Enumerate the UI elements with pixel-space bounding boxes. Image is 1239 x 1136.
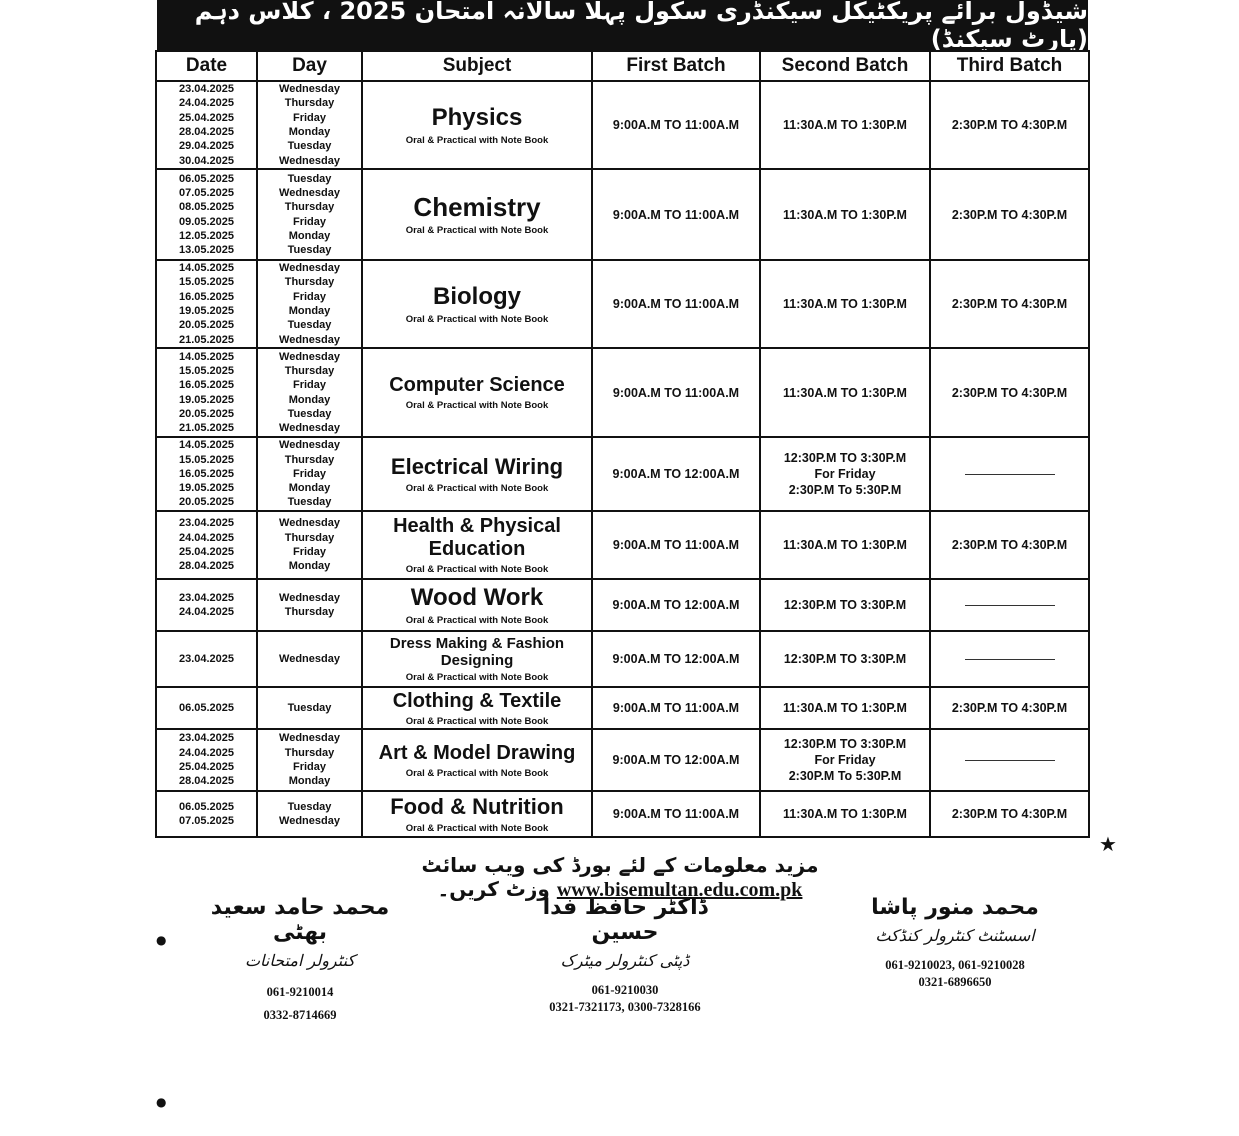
- second-batch-cell-line: 11:30A.M TO 1:30P.M: [783, 385, 907, 400]
- date-cell: [156, 437, 257, 511]
- subject-name: Chemistry: [413, 191, 541, 222]
- subject-cell: [362, 348, 592, 437]
- subject-name: Biology: [433, 283, 521, 311]
- date-cell-line: 20.05.2025: [178, 319, 235, 332]
- day-cell-line: Friday: [292, 290, 326, 303]
- day-cell-line: Thursday: [284, 201, 335, 214]
- subject-note: Oral & Practical with Note Book: [405, 672, 549, 684]
- date-cell: [156, 791, 257, 837]
- schedule-title: شیڈول برائے پریکٹیکل سیکنڈری سکول پہلا سالانہ امتحان 2025 ، کلاس دہم (پارٹ سیکنڈ): [194, 0, 1088, 53]
- date-cell-line: 13.05.2025: [178, 244, 235, 257]
- website-prefix: مزید معلومات کے لئے بورڈ کی ویب سائٹ: [421, 853, 819, 877]
- no-batch-dash: [965, 760, 1055, 761]
- second-batch-cell-line: 11:30A.M TO 1:30P.M: [783, 207, 907, 222]
- first-batch-cell: [592, 169, 760, 260]
- signatory-phone: 061-9210014: [266, 985, 334, 999]
- signatory-title: کنٹرولر امتحانات: [244, 951, 356, 970]
- second-batch-cell: [760, 729, 930, 791]
- third-batch-cell: [930, 511, 1089, 579]
- day-cell-line: Tuesday: [287, 172, 332, 185]
- third-batch-cell-line: 2:30P.M TO 4:30P.M: [951, 118, 1068, 132]
- first-batch-cell-line: 9:00A.M TO 12:00A.M: [612, 652, 740, 666]
- subject-cell: [362, 791, 592, 837]
- subject-name: Dress Making & Fashion Designing: [389, 634, 565, 669]
- signatory-deputy-controller: [515, 895, 735, 1016]
- day-cell-line: Thursday: [284, 97, 335, 110]
- date-cell-line: 12.05.2025: [178, 229, 235, 242]
- day-cell-line: Tuesday: [287, 140, 332, 153]
- date-cell-line: 21.05.2025: [178, 333, 235, 346]
- third-batch-cell: [930, 687, 1089, 729]
- date-cell-line: 19.05.2025: [178, 393, 235, 406]
- second-batch-cell-line: 2:30P.M To 5:30P.M: [788, 769, 902, 783]
- day-cell: [257, 687, 362, 729]
- day-cell-line: Friday: [292, 111, 326, 124]
- first-batch-cell-line: 9:00A.M TO 11:00A.M: [612, 207, 740, 222]
- third-batch-cell-line: 2:30P.M TO 4:30P.M: [951, 701, 1068, 715]
- date-cell-line: 24.04.2025: [178, 531, 235, 544]
- second-batch-cell-line: 11:30A.M TO 1:30P.M: [783, 297, 907, 311]
- day-cell-line: Monday: [288, 229, 331, 242]
- first-batch-cell: [592, 791, 760, 837]
- signatory-phone: 061-9210030: [591, 983, 659, 997]
- day-cell-line: Friday: [292, 379, 326, 392]
- signatory-phone: 061-9210023, 061-9210028: [885, 958, 1025, 972]
- second-batch-cell: [760, 579, 930, 631]
- website-link[interactable]: www.bisemultan.edu.com.pk: [556, 879, 803, 901]
- table-row: [156, 511, 1089, 579]
- subject-cell: [362, 631, 592, 687]
- subject-cell: [362, 687, 592, 729]
- subject-note: Oral & Practical with Note Book: [405, 225, 549, 237]
- date-cell-line: 20.05.2025: [178, 496, 235, 509]
- day-cell-line: Thursday: [284, 364, 335, 377]
- table-row: [156, 437, 1089, 511]
- second-batch-cell: [760, 791, 930, 837]
- subject-cell: [362, 729, 592, 791]
- date-cell-line: 28.04.2025: [178, 126, 235, 138]
- signatory-controller: [190, 895, 410, 1024]
- second-batch-cell: [760, 169, 930, 260]
- schedule-title-banner: [157, 0, 1088, 53]
- first-batch-cell-line: 9:00A.M TO 11:00A.M: [612, 118, 740, 132]
- first-batch-cell: [592, 579, 760, 631]
- date-cell: [156, 579, 257, 631]
- day-cell-line: Monday: [288, 560, 331, 573]
- day-cell-line: Wednesday: [279, 591, 340, 604]
- second-batch-cell-line: 11:30A.M TO 1:30P.M: [783, 118, 907, 132]
- day-cell: [257, 511, 362, 579]
- day-cell-line: Thursday: [284, 276, 335, 289]
- no-batch-dash: [965, 659, 1055, 660]
- day-cell-line: Tuesday: [287, 319, 332, 332]
- day-cell-line: Wednesday: [279, 439, 340, 452]
- first-batch-cell-line: 9:00A.M TO 11:00A.M: [612, 385, 740, 400]
- day-cell-line: Monday: [288, 126, 331, 138]
- third-batch-cell: [930, 169, 1089, 260]
- table-row: [156, 169, 1089, 260]
- signatory-title: ڈپٹی کنٹرولر میٹرک: [560, 951, 690, 970]
- day-cell-line: Monday: [288, 482, 331, 495]
- date-cell-line: 23.04.2025: [178, 83, 235, 96]
- first-batch-cell-line: 9:00A.M TO 11:00A.M: [612, 807, 740, 821]
- second-batch-cell: [760, 687, 930, 729]
- subject-cell: [362, 437, 592, 511]
- day-cell-line: Wednesday: [279, 186, 340, 199]
- subject-note: Oral & Practical with Note Book: [405, 313, 549, 325]
- table-row: [156, 348, 1089, 437]
- day-cell: [257, 579, 362, 631]
- subject-cell: [362, 81, 592, 169]
- date-cell-line: 25.04.2025: [178, 111, 235, 124]
- day-cell-line: Friday: [292, 761, 326, 773]
- second-batch-cell-line: For Friday: [814, 467, 876, 481]
- day-cell-line: Monday: [288, 393, 331, 406]
- column-header-first-batch: First Batch: [592, 51, 760, 81]
- subject-name: Wood Work: [410, 584, 544, 612]
- date-cell-line: 23.04.2025: [178, 652, 235, 665]
- third-batch-cell-line: 2:30P.M TO 4:30P.M: [951, 207, 1068, 222]
- table-header-row: [156, 51, 1089, 81]
- second-batch-cell: [760, 511, 930, 579]
- subject-name: Electrical Wiring: [390, 454, 564, 480]
- date-cell: [156, 631, 257, 687]
- subject-name: Health & Physical Education: [393, 515, 561, 560]
- date-cell-line: 24.04.2025: [178, 97, 235, 110]
- date-cell-line: 20.05.2025: [178, 407, 235, 420]
- date-cell: [156, 169, 257, 260]
- date-cell-line: 28.04.2025: [178, 775, 235, 788]
- third-batch-cell: [930, 81, 1089, 169]
- first-batch-cell-line: 9:00A.M TO 11:00A.M: [612, 297, 740, 311]
- day-cell-line: Tuesday: [287, 244, 332, 257]
- date-cell: [156, 348, 257, 437]
- second-batch-cell: [760, 348, 930, 437]
- second-batch-cell: [760, 437, 930, 511]
- day-cell-line: Wednesday: [279, 83, 340, 96]
- column-header-subject: Subject: [362, 51, 592, 81]
- day-cell-line: Monday: [288, 775, 331, 788]
- day-cell: [257, 437, 362, 511]
- date-cell-line: 06.05.2025: [178, 701, 235, 714]
- date-cell: [156, 81, 257, 169]
- date-cell: [156, 729, 257, 791]
- date-cell-line: 23.04.2025: [178, 591, 235, 604]
- date-cell-line: 08.05.2025: [178, 201, 235, 214]
- table-row: [156, 631, 1089, 687]
- day-cell-line: Tuesday: [287, 800, 332, 813]
- day-cell-line: Thursday: [284, 531, 335, 544]
- third-batch-cell: [930, 791, 1089, 837]
- second-batch-cell-line: 12:30P.M TO 3:30P.M: [783, 451, 907, 465]
- day-cell: [257, 81, 362, 169]
- date-cell-line: 16.05.2025: [178, 379, 235, 392]
- third-batch-cell: [930, 579, 1089, 631]
- third-batch-cell-line: 2:30P.M TO 4:30P.M: [951, 807, 1068, 821]
- second-batch-cell: [760, 260, 930, 348]
- second-batch-cell: [760, 631, 930, 687]
- second-batch-cell-line: 11:30A.M TO 1:30P.M: [783, 701, 907, 715]
- table-row: [156, 687, 1089, 729]
- subject-note: Oral & Practical with Note Book: [405, 822, 549, 834]
- star-icon: ★: [1099, 832, 1117, 856]
- column-header-day: Day: [257, 51, 362, 81]
- date-cell-line: 14.05.2025: [178, 439, 235, 452]
- day-cell-line: Tuesday: [287, 407, 332, 420]
- third-batch-cell: [930, 260, 1089, 348]
- first-batch-cell-line: 9:00A.M TO 12:00A.M: [612, 467, 740, 481]
- subject-note: Oral & Practical with Note Book: [405, 400, 549, 411]
- third-batch-cell: [930, 437, 1089, 511]
- date-cell: [156, 260, 257, 348]
- day-cell: [257, 169, 362, 260]
- column-header-third-batch: Third Batch: [930, 51, 1089, 81]
- day-cell-line: Wednesday: [279, 350, 340, 363]
- subject-cell: [362, 511, 592, 579]
- day-cell-line: Thursday: [284, 746, 335, 759]
- third-batch-cell-line: 2:30P.M TO 4:30P.M: [951, 385, 1068, 400]
- date-cell: [156, 511, 257, 579]
- date-cell-line: 24.04.2025: [178, 746, 235, 759]
- day-cell-line: Thursday: [284, 606, 335, 618]
- date-cell-line: 15.05.2025: [178, 364, 235, 377]
- third-batch-cell: [930, 729, 1089, 791]
- column-header-second-batch: Second Batch: [760, 51, 930, 81]
- date-cell-line: 25.04.2025: [178, 761, 235, 773]
- subject-note: Oral & Practical with Note Book: [405, 564, 549, 575]
- first-batch-cell-line: 9:00A.M TO 11:00A.M: [612, 538, 740, 552]
- second-batch-cell-line: 12:30P.M TO 3:30P.M: [783, 737, 907, 751]
- date-cell-line: 06.05.2025: [178, 800, 235, 813]
- date-cell-line: 16.05.2025: [178, 467, 235, 480]
- no-batch-dash: [965, 474, 1055, 475]
- day-cell: [257, 631, 362, 687]
- day-cell-line: Wednesday: [279, 732, 340, 745]
- day-cell-line: Wednesday: [279, 517, 340, 530]
- second-batch-cell-line: 11:30A.M TO 1:30P.M: [783, 538, 907, 552]
- day-cell-line: Wednesday: [279, 333, 340, 346]
- date-cell-line: 23.04.2025: [178, 732, 235, 745]
- day-cell: [257, 791, 362, 837]
- second-batch-cell-line: 2:30P.M To 5:30P.M: [788, 483, 902, 497]
- day-cell: [257, 729, 362, 791]
- second-batch-cell-line: 12:30P.M TO 3:30P.M: [783, 652, 907, 666]
- subject-cell: [362, 260, 592, 348]
- day-cell-line: Wednesday: [279, 262, 340, 275]
- subject-note: Oral & Practical with Note Book: [405, 614, 549, 626]
- third-batch-cell-line: 2:30P.M TO 4:30P.M: [951, 297, 1068, 311]
- day-cell: [257, 348, 362, 437]
- second-batch-cell-line: For Friday: [814, 753, 876, 767]
- day-cell-line: Monday: [288, 305, 331, 317]
- date-cell-line: 14.05.2025: [178, 262, 235, 275]
- subject-name: Food & Nutrition: [390, 794, 564, 820]
- first-batch-cell-line: 9:00A.M TO 11:00A.M: [612, 701, 740, 715]
- table-row: [156, 579, 1089, 631]
- day-cell-line: Wednesday: [279, 422, 340, 435]
- date-cell-line: 25.04.2025: [178, 546, 235, 558]
- first-batch-cell: [592, 729, 760, 791]
- signatory-phone: 0321-6896650: [918, 975, 992, 989]
- bullet-icon: ●: [156, 933, 167, 947]
- date-cell-line: 07.05.2025: [178, 186, 235, 199]
- day-cell-line: Wednesday: [279, 652, 340, 665]
- no-batch-dash: [965, 605, 1055, 606]
- day-cell-line: Wednesday: [279, 154, 340, 167]
- subject-cell: [362, 169, 592, 260]
- column-header-date: Date: [156, 51, 257, 81]
- first-batch-cell: [592, 511, 760, 579]
- signatory-name: محمد حامد سعید بھٹی: [210, 895, 390, 945]
- signatory-phone: 0332-8714669: [263, 1008, 337, 1022]
- day-cell-line: Tuesday: [287, 496, 332, 509]
- date-cell-line: 15.05.2025: [178, 276, 235, 289]
- first-batch-cell-line: 9:00A.M TO 12:00A.M: [612, 753, 740, 767]
- subject-cell: [362, 579, 592, 631]
- date-cell-line: 16.05.2025: [178, 290, 235, 303]
- date-cell-line: 09.05.2025: [178, 215, 235, 228]
- subject-note: Oral & Practical with Note Book: [405, 715, 549, 727]
- day-cell: [257, 260, 362, 348]
- second-batch-cell: [760, 81, 930, 169]
- website-suffix: وزٹ کریں۔: [437, 877, 550, 901]
- subject-name: Clothing & Textile: [392, 689, 562, 712]
- third-batch-cell: [930, 631, 1089, 687]
- first-batch-cell: [592, 81, 760, 169]
- signatory-name: ڈاکٹر حافظ فدا حسین: [542, 895, 708, 945]
- schedule-table: [155, 50, 1090, 838]
- date-cell: [156, 687, 257, 729]
- day-cell-line: Wednesday: [279, 815, 340, 827]
- date-cell-line: 28.04.2025: [178, 560, 235, 573]
- subject-note: Oral & Practical with Note Book: [405, 767, 549, 779]
- day-cell-line: Tuesday: [287, 701, 332, 714]
- signatory-phone: 0321-7321173, 0300-7328166: [549, 1000, 701, 1014]
- subject-name: Physics: [431, 104, 523, 132]
- date-cell-line: 21.05.2025: [178, 422, 235, 435]
- second-batch-cell-line: 12:30P.M TO 3:30P.M: [783, 598, 907, 612]
- first-batch-cell: [592, 348, 760, 437]
- first-batch-cell-line: 9:00A.M TO 12:00A.M: [612, 598, 740, 612]
- table-row: [156, 260, 1089, 348]
- date-cell-line: 30.04.2025: [178, 154, 235, 167]
- signatory-title: اسسٹنٹ کنٹرولر کنڈکٹ: [875, 926, 1035, 945]
- date-cell-line: 07.05.2025: [178, 815, 235, 827]
- subject-note: Oral & Practical with Note Book: [405, 134, 549, 146]
- bullet-icon: ●: [156, 1095, 167, 1109]
- table-row: [156, 791, 1089, 837]
- table-row: [156, 81, 1089, 169]
- date-cell-line: 19.05.2025: [178, 305, 235, 317]
- day-cell-line: Friday: [292, 215, 326, 228]
- third-batch-cell: [930, 348, 1089, 437]
- signatory-name: محمد منور پاشا: [871, 895, 1039, 920]
- date-cell-line: 14.05.2025: [178, 350, 235, 363]
- first-batch-cell: [592, 437, 760, 511]
- third-batch-cell-line: 2:30P.M TO 4:30P.M: [951, 538, 1068, 552]
- second-batch-cell-line: 11:30A.M TO 1:30P.M: [783, 807, 907, 821]
- table-row: [156, 729, 1089, 791]
- first-batch-cell: [592, 631, 760, 687]
- date-cell-line: 24.04.2025: [178, 606, 235, 618]
- date-cell-line: 06.05.2025: [178, 172, 235, 185]
- day-cell-line: Friday: [292, 467, 326, 480]
- subject-note: Oral & Practical with Note Book: [405, 482, 549, 494]
- date-cell-line: 15.05.2025: [178, 453, 235, 466]
- date-cell-line: 23.04.2025: [178, 517, 235, 530]
- date-cell-line: 29.04.2025: [178, 140, 235, 153]
- day-cell-line: Friday: [292, 546, 326, 558]
- subject-name: Computer Science: [389, 374, 565, 396]
- first-batch-cell: [592, 687, 760, 729]
- first-batch-cell: [592, 260, 760, 348]
- date-cell-line: 19.05.2025: [178, 482, 235, 495]
- day-cell-line: Thursday: [284, 453, 335, 466]
- signatory-assistant-controller: [855, 895, 1055, 991]
- subject-name: Art & Model Drawing: [378, 741, 576, 764]
